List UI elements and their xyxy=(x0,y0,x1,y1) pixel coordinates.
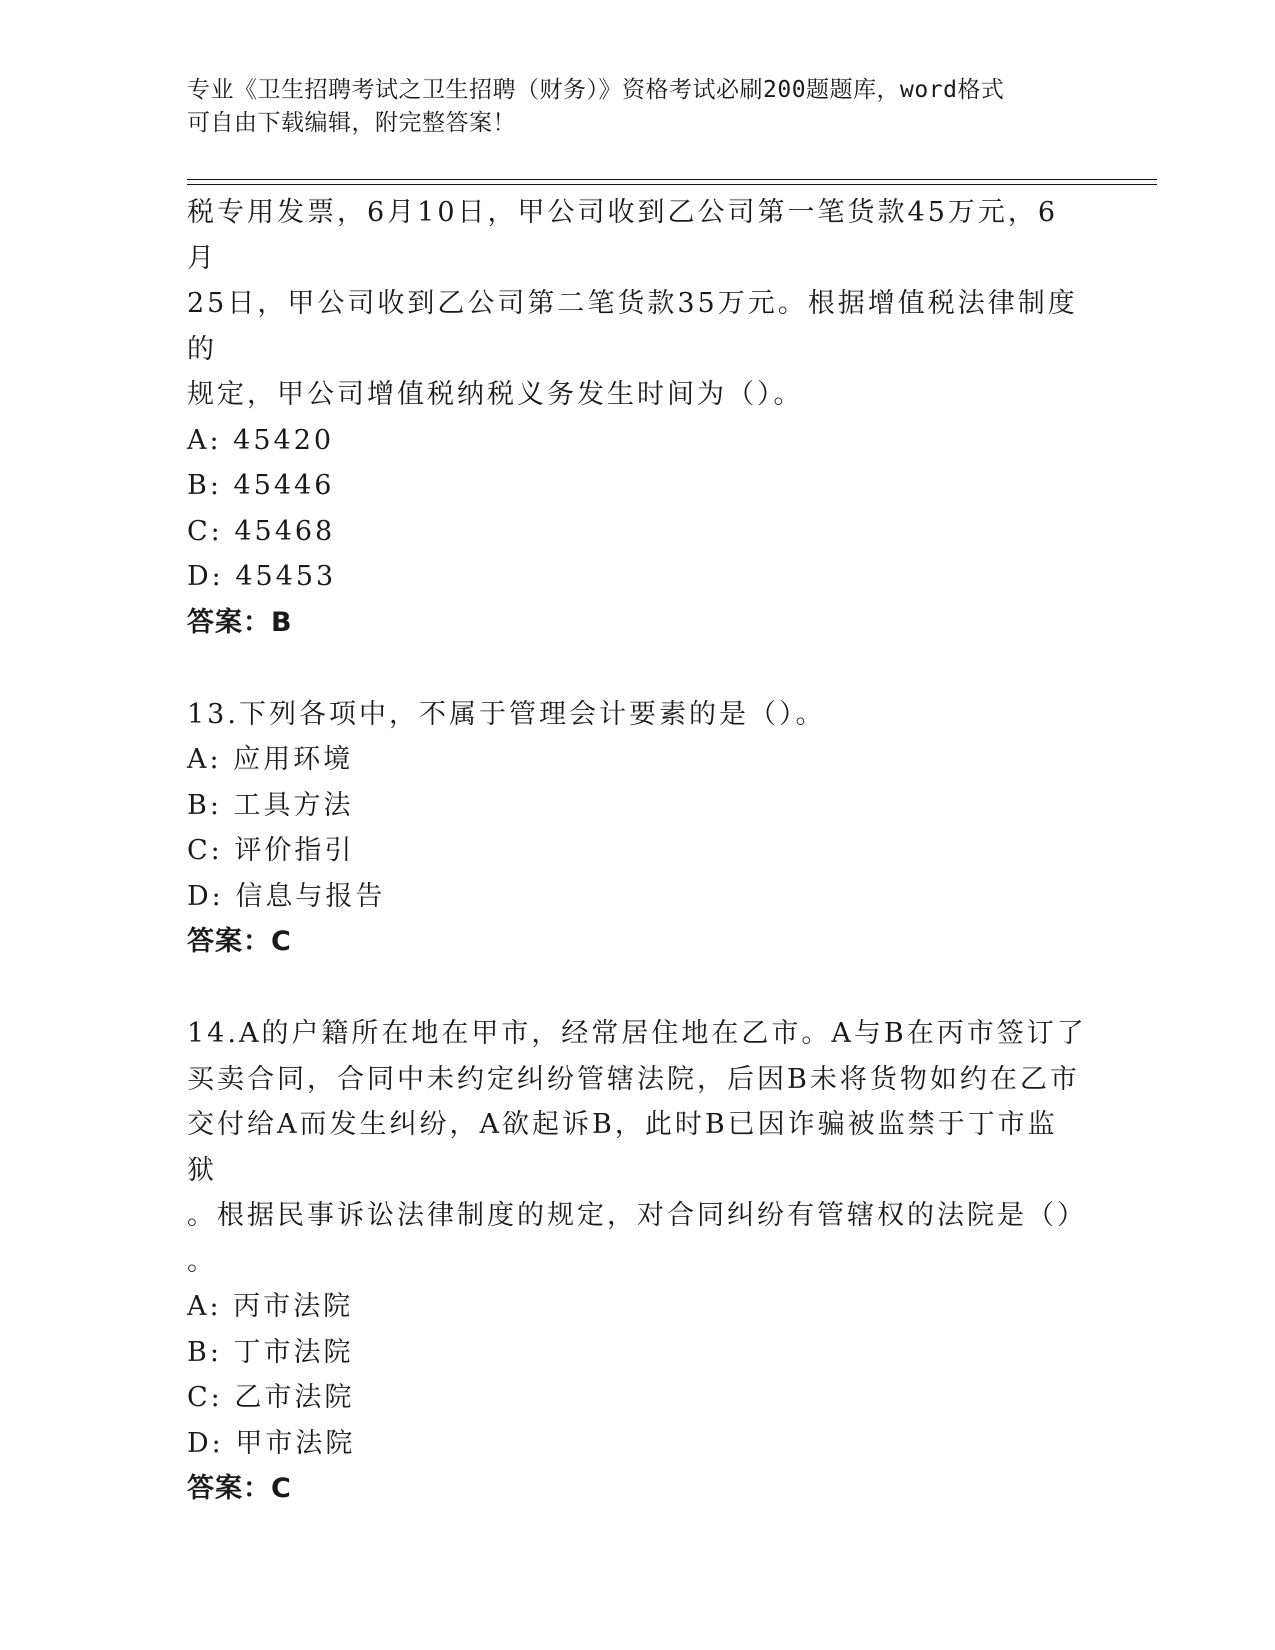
question-13-option-c: C: 评价指引 xyxy=(187,835,355,866)
question-12-answer: 答案：B xyxy=(187,606,293,638)
question-13 xyxy=(187,692,1087,966)
question-14-answer: 答案：C xyxy=(187,1473,292,1504)
question-13-option-a: A: 应用环境 xyxy=(187,744,354,775)
question-14-option-a: A: 丙市法院 xyxy=(187,1291,354,1322)
spacer xyxy=(187,646,1087,692)
header-title-line2: 可自由下载编辑，附完整答案！ xyxy=(187,110,516,136)
question-list xyxy=(187,190,1087,1512)
question-14-text: 14.A的户籍所在地在甲市，经常居住地在乙市。A与B在丙市签订了 买卖合同，合同中未约定纠纷管辖法院，后因B未将货物如约在乙市 交付给A而发生纠纷，A欲起诉B，此时B已因诈骗被监禁于丁市监狱 。根据民事诉讼法律制度的规定，对合同纠纷有管辖权的法院是（） 。 xyxy=(187,1018,1087,1277)
question-14-option-c: C: 乙市法院 xyxy=(187,1382,355,1413)
question-12-option-d: D: 45453 xyxy=(187,561,337,592)
question-13-option-b: B: 工具方法 xyxy=(187,789,354,821)
header-divider-bottom xyxy=(187,184,1157,185)
header-divider-top xyxy=(187,179,1157,180)
header-title-line1: 专业《卫生招聘考试之卫生招聘（财务）》资格考试必刷200题题库，word格式 xyxy=(187,77,1005,103)
question-12-option-c: C: 45468 xyxy=(187,515,336,547)
question-13-answer: 答案：C xyxy=(187,926,292,957)
question-14-option-b: B: 丁市法院 xyxy=(187,1336,354,1368)
question-13-option-d: D: 信息与报告 xyxy=(187,880,386,912)
document-header xyxy=(187,74,1087,140)
question-12-option-a: A: 45420 xyxy=(187,424,335,456)
question-12-text: 税专用发票，6月10日，甲公司收到乙公司第一笔货款45万元，6月 25日，甲公司收到乙公司第二笔货款35万元。根据增值税法律制度的 规定，甲公司增值税纳税义务发生时间为（）。 xyxy=(187,197,1078,410)
question-14 xyxy=(187,1011,1087,1512)
question-14-option-d: D: 甲市法院 xyxy=(187,1427,356,1459)
spacer xyxy=(187,965,1087,1011)
question-12-option-b: B: 45446 xyxy=(187,470,335,501)
question-13-text: 13.下列各项中，不属于管理会计要素的是（）。 xyxy=(187,698,826,730)
question-12 xyxy=(187,190,1087,646)
